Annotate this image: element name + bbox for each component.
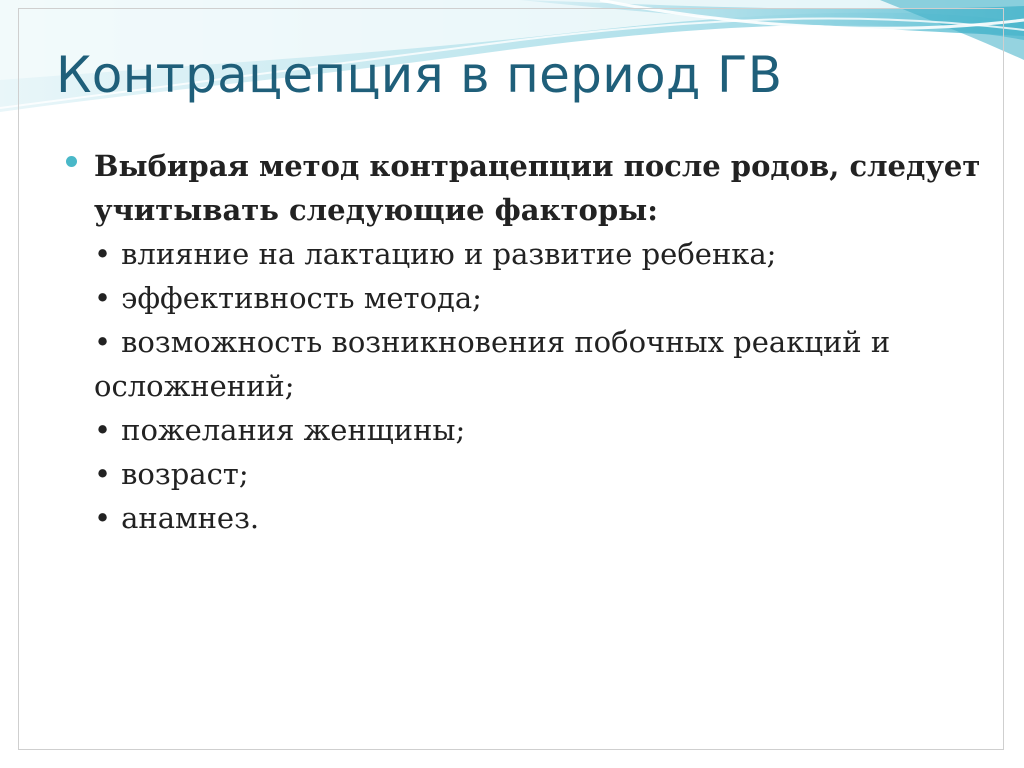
factor-item [94, 408, 986, 452]
factor-list [66, 232, 986, 540]
bullet-dot: • [94, 457, 112, 491]
factor-text: пожелания женщины; [121, 413, 466, 447]
factor-text: возраст; [121, 457, 249, 491]
bullet-dot: • [94, 325, 112, 359]
factor-item [94, 452, 986, 496]
factor-item [94, 496, 986, 540]
factor-item [94, 320, 986, 408]
factor-text: эффективность метода; [121, 281, 482, 315]
factor-item [94, 232, 986, 276]
slide-content [66, 144, 986, 540]
factor-text: влияние на лактацию и развитие ребенка; [121, 237, 777, 271]
bullet-dot: • [94, 237, 112, 271]
factor-text: анамнез. [121, 501, 260, 535]
bullet-dot: • [94, 281, 112, 315]
slide-title: Контрацепция в период ГВ [56, 46, 783, 104]
bullet-dot: • [94, 501, 112, 535]
teal-bullet-icon [66, 156, 77, 167]
lead-text: Выбирая метод контрацепции после родов, следует учитывать следующие факторы: [94, 149, 981, 227]
bullet-dot: • [94, 413, 112, 447]
lead-bullet [66, 144, 986, 232]
factor-text: возможность возникновения побочных реакций и осложнений; [94, 325, 891, 403]
factor-item [94, 276, 986, 320]
